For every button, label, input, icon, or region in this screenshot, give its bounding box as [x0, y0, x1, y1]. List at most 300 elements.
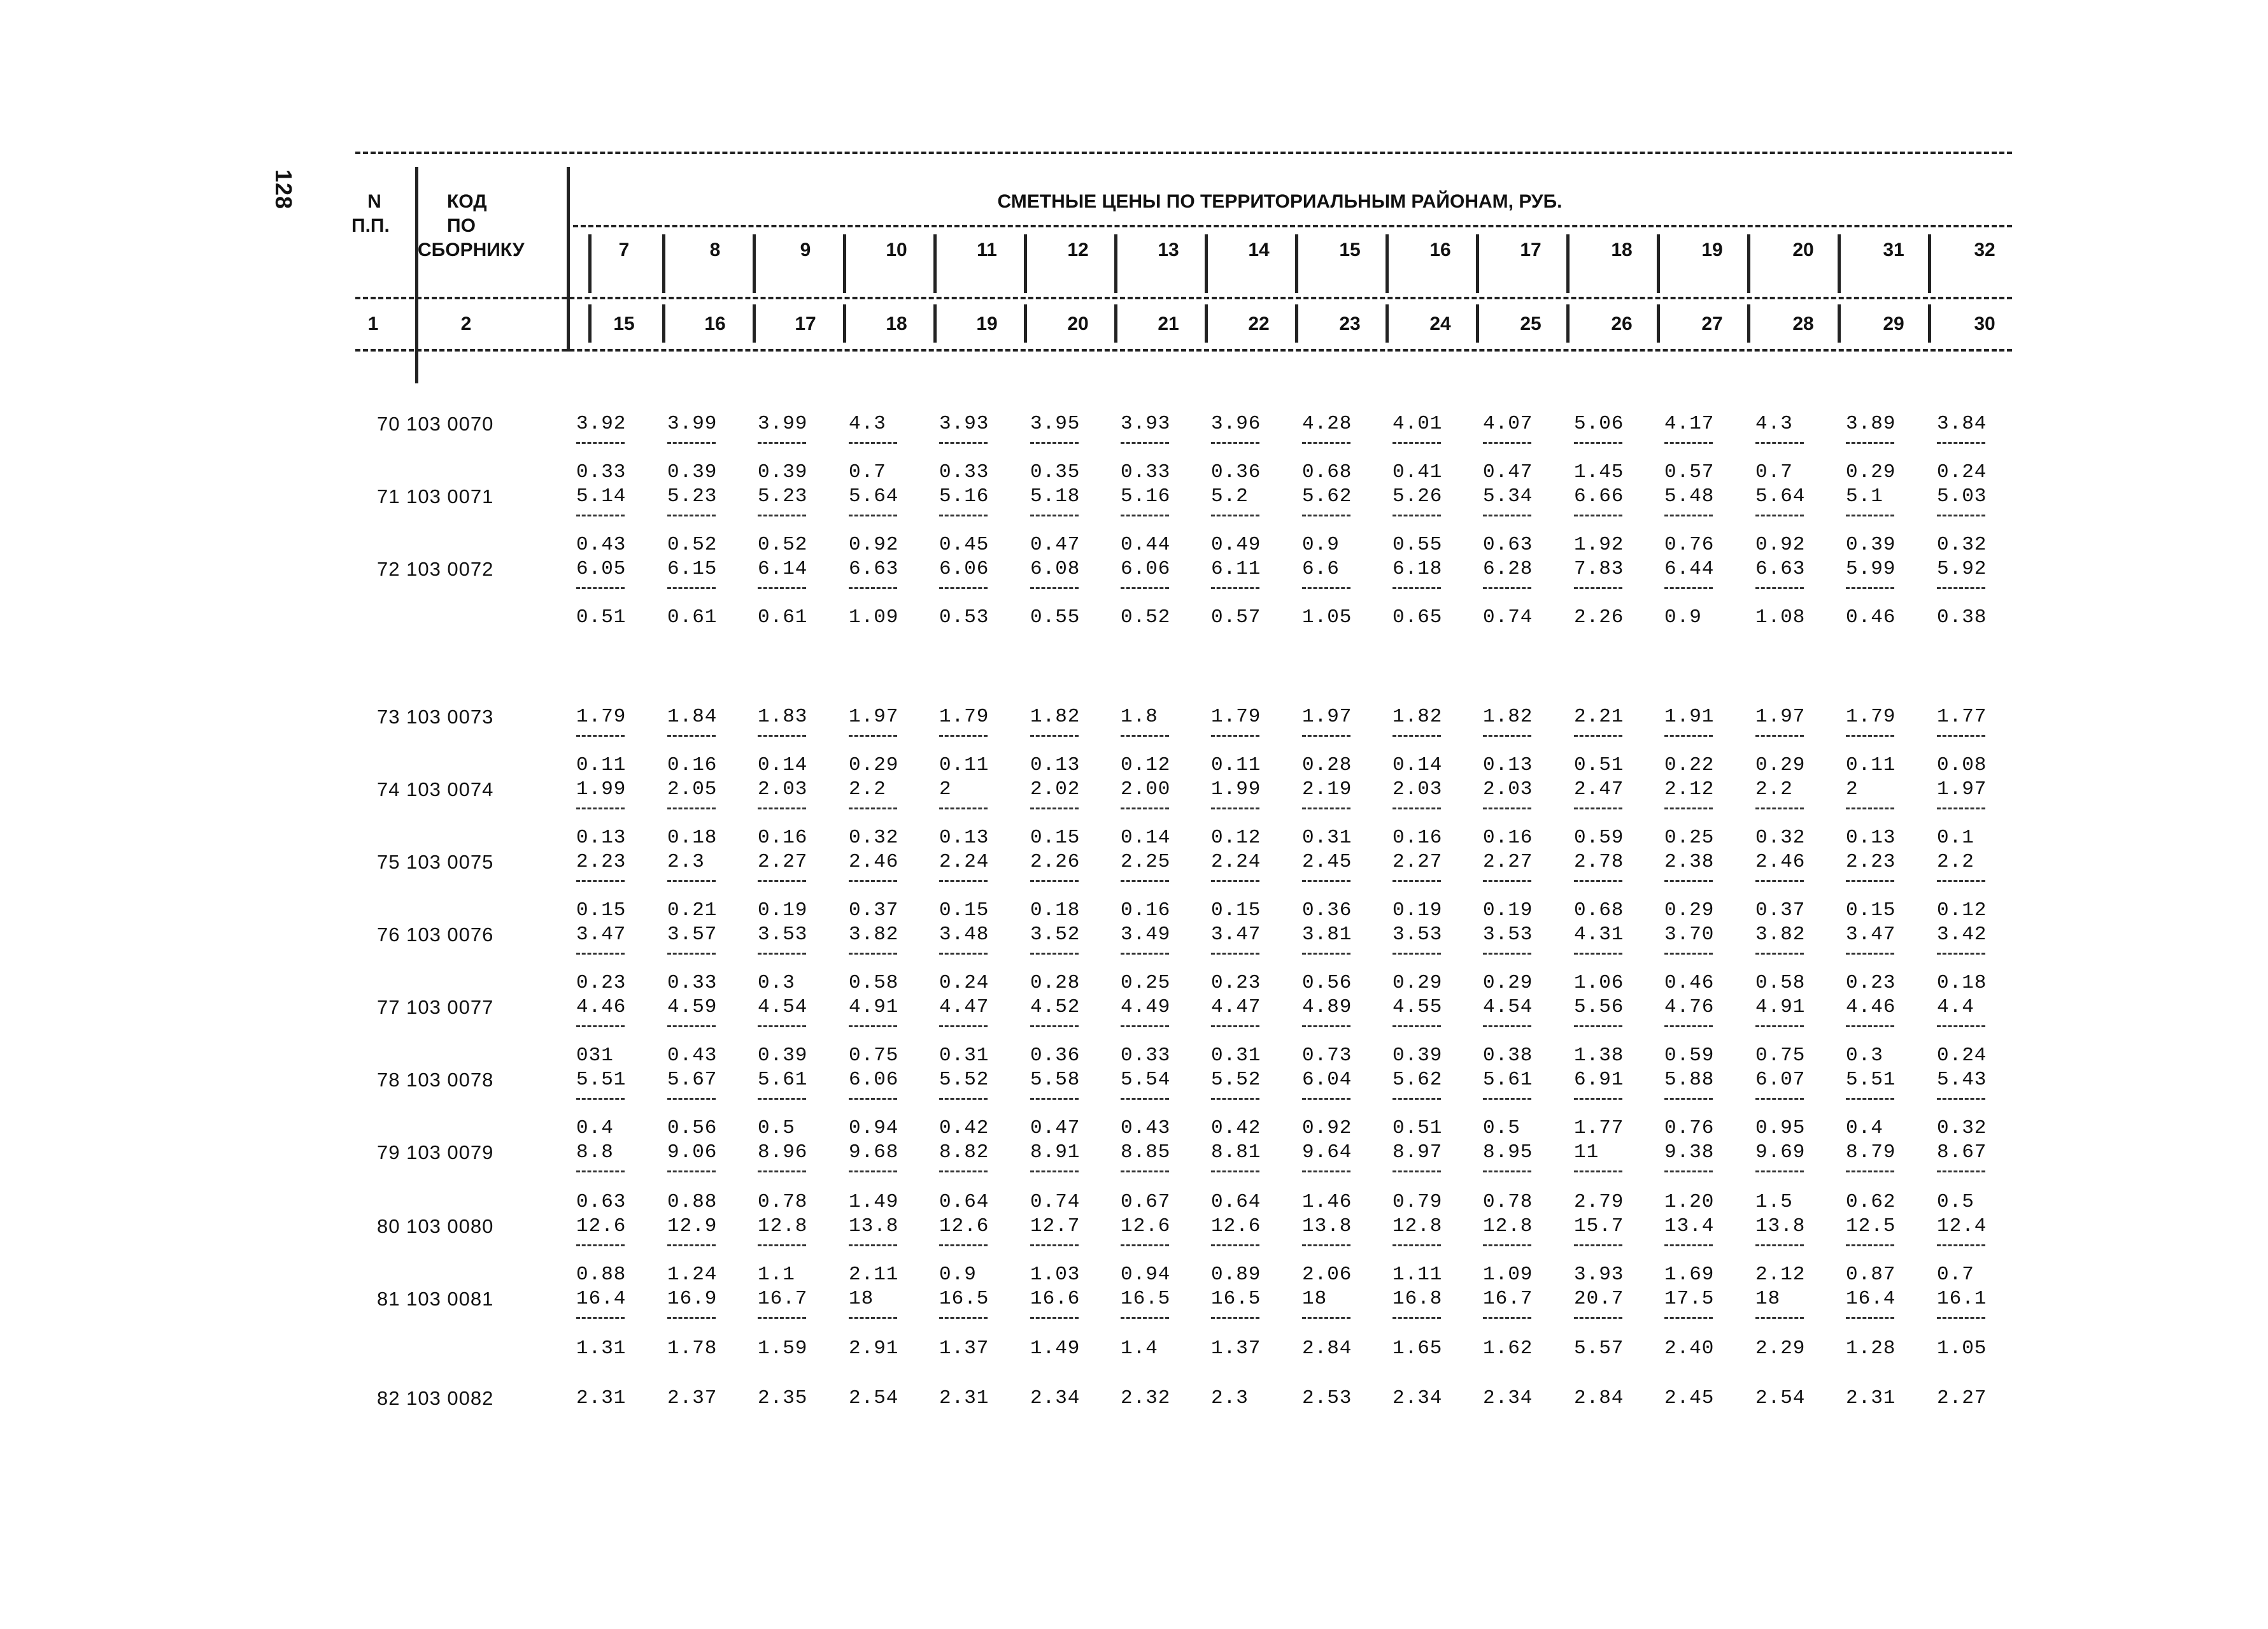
price-value: 0.9	[1302, 534, 1340, 556]
price-value: 0.25	[1664, 827, 1715, 849]
fraction-dash	[1030, 1098, 1079, 1100]
header-separator	[1838, 304, 1841, 343]
price-value: 0.55	[1393, 534, 1443, 556]
fraction-dash	[576, 1170, 625, 1172]
price-value: 2.11	[849, 1263, 899, 1286]
price-value: 2.2	[849, 778, 886, 800]
price-value: 2.3	[667, 851, 705, 873]
price-value: 2.05	[667, 778, 718, 800]
price-value: 3.93	[939, 413, 989, 435]
price-value: 1.11	[1393, 1263, 1443, 1286]
price-value: 8.79	[1846, 1141, 1896, 1163]
price-value: 5.51	[576, 1069, 627, 1091]
price-value: 2.35	[758, 1387, 808, 1409]
price-value: 2.21	[1574, 706, 1624, 728]
fraction-dash	[939, 807, 988, 809]
price-value: 0.65	[1393, 606, 1443, 629]
price-value: 0.15	[576, 899, 627, 921]
fraction-dash	[1483, 880, 1531, 882]
price-value: 0.31	[1302, 827, 1352, 849]
price-value: 2.54	[1755, 1387, 1806, 1409]
fraction-dash	[576, 880, 625, 882]
fraction-dash	[667, 1170, 716, 1172]
price-value: 0.5	[1483, 1117, 1520, 1139]
price-value: 0.19	[758, 899, 808, 921]
price-value: 0.32	[1937, 534, 1987, 556]
fraction-dash	[758, 1025, 806, 1027]
column-number: 27	[1701, 313, 1723, 334]
price-value: 2.47	[1574, 778, 1624, 800]
fraction-dash	[1302, 1025, 1350, 1027]
price-value: 5.23	[758, 485, 808, 508]
price-value: 2.26	[1574, 606, 1624, 629]
price-value: 0.29	[1846, 461, 1896, 483]
fraction-dash	[1574, 1098, 1622, 1100]
price-value: 2.31	[576, 1387, 627, 1409]
fraction-dash	[1574, 587, 1622, 589]
fraction-dash	[1574, 1170, 1622, 1172]
price-value: 0.38	[1937, 606, 1987, 629]
price-value: 1.62	[1483, 1337, 1533, 1360]
fraction-dash	[576, 1098, 625, 1100]
price-value: 1.79	[576, 706, 627, 728]
price-value: 8.91	[1030, 1141, 1081, 1163]
fraction-dash	[1393, 735, 1441, 737]
header-rule-bottom	[355, 349, 2012, 352]
price-value: 5.26	[1393, 485, 1443, 508]
price-value: 2.25	[1121, 851, 1171, 873]
price-value: 0.15	[1846, 899, 1896, 921]
fraction-dash	[1937, 1098, 1985, 1100]
price-value: 0.7	[1755, 461, 1793, 483]
price-value: 0.43	[576, 534, 627, 556]
header-separator	[1928, 304, 1931, 343]
fraction-dash	[1030, 587, 1079, 589]
price-value: 0.23	[576, 972, 627, 994]
header-separator	[1838, 234, 1841, 293]
price-value: 3.48	[939, 923, 989, 946]
price-value: 4.89	[1302, 996, 1352, 1018]
price-value: 3.81	[1302, 923, 1352, 946]
price-value: 1.59	[758, 1337, 808, 1360]
price-value: 13.4	[1664, 1215, 1715, 1237]
fraction-dash	[1755, 1025, 1804, 1027]
price-value: 8.82	[939, 1141, 989, 1163]
row-code: 77 103 0077	[377, 996, 494, 1018]
price-value: 2.23	[576, 851, 627, 873]
fraction-dash	[576, 807, 625, 809]
header-separator	[843, 304, 846, 343]
price-value: 16.6	[1030, 1288, 1081, 1310]
price-value: 3.99	[667, 413, 718, 435]
fraction-dash	[758, 807, 806, 809]
price-value: 1.79	[1846, 706, 1896, 728]
price-value: 1.79	[1211, 706, 1261, 728]
price-value: 0.43	[667, 1044, 718, 1067]
fraction-dash	[1483, 442, 1531, 444]
price-value: 16.5	[939, 1288, 989, 1310]
fraction-dash	[1755, 1244, 1804, 1246]
price-value: 3.52	[1030, 923, 1081, 946]
price-value: 5.14	[576, 485, 627, 508]
price-value: 1.4	[1121, 1337, 1158, 1360]
header-separator	[1657, 304, 1660, 343]
price-value: 0.43	[1121, 1117, 1171, 1139]
price-value: 1.99	[1211, 778, 1261, 800]
price-value: 3.82	[849, 923, 899, 946]
fraction-dash	[1393, 1170, 1441, 1172]
column-number: 18	[886, 313, 907, 334]
fraction-dash	[1755, 1098, 1804, 1100]
row-code: 72 103 0072	[377, 558, 494, 580]
price-value: 0.78	[1483, 1191, 1533, 1213]
row-code: 79 103 0079	[377, 1141, 494, 1163]
price-value: 1.69	[1664, 1263, 1715, 1286]
fraction-dash	[1121, 953, 1169, 955]
price-value: 0.64	[1211, 1191, 1261, 1213]
district-number: 17	[1520, 239, 1542, 260]
price-value: 1.45	[1574, 461, 1624, 483]
fraction-dash	[1846, 1025, 1894, 1027]
fraction-dash	[1664, 1025, 1713, 1027]
header-separator	[1114, 234, 1117, 293]
price-value: 1.24	[667, 1263, 718, 1286]
fraction-dash	[1393, 1317, 1441, 1319]
fraction-dash	[667, 587, 716, 589]
fraction-dash	[1483, 1244, 1531, 1246]
price-value: 12.6	[1121, 1215, 1171, 1237]
price-value: 0.1	[1937, 827, 1974, 849]
price-value: 17.5	[1664, 1288, 1715, 1310]
price-value: 3.49	[1121, 923, 1171, 946]
column-number: 16	[704, 313, 726, 334]
price-value: 1.49	[1030, 1337, 1081, 1360]
price-value: 0.22	[1664, 754, 1715, 776]
price-value: 5.06	[1574, 413, 1624, 435]
price-value: 2.31	[939, 1387, 989, 1409]
price-value: 4.4	[1937, 996, 1974, 1018]
price-value: 0.16	[1121, 899, 1171, 921]
price-value: 5.99	[1846, 558, 1896, 580]
price-value: 4.17	[1664, 413, 1715, 435]
price-value: 0.61	[758, 606, 808, 629]
fraction-dash	[1302, 880, 1350, 882]
price-value: 12.4	[1937, 1215, 1987, 1237]
price-value: 0.73	[1302, 1044, 1352, 1067]
price-value: 0.36	[1211, 461, 1261, 483]
price-value: 0.32	[1755, 827, 1806, 849]
fraction-dash	[576, 442, 625, 444]
district-number: 15	[1339, 239, 1361, 260]
price-value: 5.16	[939, 485, 989, 508]
fraction-dash	[1483, 953, 1531, 955]
price-value: 0.39	[667, 461, 718, 483]
fraction-dash	[1393, 442, 1441, 444]
page-number: 128	[271, 169, 297, 210]
header-rule-mid	[355, 297, 2012, 299]
price-value: 5.1	[1846, 485, 1883, 508]
price-value: 0.47	[1030, 534, 1081, 556]
price-value: 0.32	[849, 827, 899, 849]
fraction-dash	[1937, 880, 1985, 882]
price-value: 6.44	[1664, 558, 1715, 580]
price-value: 0.51	[1393, 1117, 1443, 1139]
price-value: 0.52	[1121, 606, 1171, 629]
price-value: 0.5	[1937, 1191, 1974, 1213]
price-value: 0.68	[1574, 899, 1624, 921]
price-value: 18	[1755, 1288, 1781, 1310]
price-value: 0.58	[1755, 972, 1806, 994]
price-value: 6.08	[1030, 558, 1081, 580]
price-value: 0.33	[667, 972, 718, 994]
price-value: 2.27	[758, 851, 808, 873]
fraction-dash	[1302, 1098, 1350, 1100]
fraction-dash	[1574, 735, 1622, 737]
col-code-line1: КОД	[447, 191, 487, 212]
price-value: 0.51	[1574, 754, 1624, 776]
fraction-dash	[1121, 1025, 1169, 1027]
price-value: 12.6	[1211, 1215, 1261, 1237]
fraction-dash	[1302, 807, 1350, 809]
price-value: 0.33	[576, 461, 627, 483]
price-value: 0.47	[1030, 1117, 1081, 1139]
header-separator	[1114, 304, 1117, 343]
price-value: 0.37	[1755, 899, 1806, 921]
price-value: 3.89	[1846, 413, 1896, 435]
price-value: 6.07	[1755, 1069, 1806, 1091]
price-value: 2.29	[1755, 1337, 1806, 1360]
fraction-dash	[1483, 515, 1531, 516]
price-value: 6.06	[849, 1069, 899, 1091]
column-number: 24	[1429, 313, 1451, 334]
index-code: 2	[460, 313, 472, 334]
fraction-dash	[1393, 807, 1441, 809]
fraction-dash	[849, 442, 897, 444]
price-value: 18	[1302, 1288, 1328, 1310]
fraction-dash	[1937, 1244, 1985, 1246]
price-value: 2.34	[1393, 1387, 1443, 1409]
price-value: 0.55	[1030, 606, 1081, 629]
price-value: 3.47	[576, 923, 627, 946]
fraction-dash	[1574, 515, 1622, 516]
fraction-dash	[1664, 1244, 1713, 1246]
price-value: 0.42	[939, 1117, 989, 1139]
fraction-dash	[1211, 1098, 1259, 1100]
price-value: 16.7	[758, 1288, 808, 1310]
price-value: 2.19	[1302, 778, 1352, 800]
price-value: 0.49	[1211, 534, 1261, 556]
district-number: 12	[1067, 239, 1089, 260]
price-value: 0.52	[667, 534, 718, 556]
price-value: 0.21	[667, 899, 718, 921]
price-value: 0.08	[1937, 754, 1987, 776]
price-value: 0.29	[1393, 972, 1443, 994]
price-value: 0.64	[939, 1191, 989, 1213]
price-value: 4.54	[1483, 996, 1533, 1018]
price-value: 0.12	[1937, 899, 1987, 921]
price-value: 2.12	[1755, 1263, 1806, 1286]
price-value: 12.9	[667, 1215, 718, 1237]
fraction-dash	[1846, 515, 1894, 516]
price-value: 4.46	[1846, 996, 1896, 1018]
price-value: 5.34	[1483, 485, 1533, 508]
price-value: 1.1	[758, 1263, 795, 1286]
price-value: 5.58	[1030, 1069, 1081, 1091]
price-value: 4.59	[667, 996, 718, 1018]
fraction-dash	[849, 1098, 897, 1100]
price-value: 0.78	[758, 1191, 808, 1213]
fraction-dash	[1302, 442, 1350, 444]
price-value: 4.47	[939, 996, 989, 1018]
price-value: 2.91	[849, 1337, 899, 1360]
price-value: 1.82	[1483, 706, 1533, 728]
price-value: 0.87	[1846, 1263, 1896, 1286]
price-value: 2.06	[1302, 1263, 1352, 1286]
price-value: 3.82	[1755, 923, 1806, 946]
price-value: 0.25	[1121, 972, 1171, 994]
fraction-dash	[1483, 1317, 1531, 1319]
price-value: 5.03	[1937, 485, 1987, 508]
price-value: 1.99	[576, 778, 627, 800]
price-value: 2.27	[1393, 851, 1443, 873]
price-value: 12.7	[1030, 1215, 1081, 1237]
price-value: 0.12	[1121, 754, 1171, 776]
price-value: 13.8	[1755, 1215, 1806, 1237]
price-value: 9.38	[1664, 1141, 1715, 1163]
fraction-dash	[1393, 1098, 1441, 1100]
price-value: 8.96	[758, 1141, 808, 1163]
price-value: 1.77	[1574, 1117, 1624, 1139]
price-value: 1.28	[1846, 1337, 1896, 1360]
fraction-dash	[1030, 1170, 1079, 1172]
price-value: 0.9	[1664, 606, 1702, 629]
price-value: 0.3	[1846, 1044, 1883, 1067]
price-value: 16.4	[1846, 1288, 1896, 1310]
price-value: 5.54	[1121, 1069, 1171, 1091]
fraction-dash	[849, 587, 897, 589]
price-value: 2.45	[1664, 1387, 1715, 1409]
fraction-dash	[1483, 1170, 1531, 1172]
header-separator	[1747, 234, 1750, 293]
col-code-line2: ПО	[447, 215, 476, 236]
row-code: 82 103 0082	[377, 1387, 494, 1409]
price-value: 12.8	[1483, 1215, 1533, 1237]
price-value: 0.28	[1302, 754, 1352, 776]
price-value: 2.26	[1030, 851, 1081, 873]
header-separator	[1024, 304, 1027, 343]
fraction-dash	[1121, 442, 1169, 444]
price-value: 0.16	[1483, 827, 1533, 849]
district-number: 19	[1701, 239, 1723, 260]
fraction-dash	[1846, 1317, 1894, 1319]
price-value: 0.67	[1121, 1191, 1171, 1213]
price-value: 0.13	[1030, 754, 1081, 776]
fraction-dash	[1121, 1098, 1169, 1100]
price-value: 0.7	[1937, 1263, 1974, 1286]
fraction-dash	[1755, 1170, 1804, 1172]
price-value: 16.1	[1937, 1288, 1987, 1310]
fraction-dash	[1211, 880, 1259, 882]
price-value: 5.62	[1393, 1069, 1443, 1091]
district-number: 7	[618, 239, 630, 260]
fraction-dash	[939, 1098, 988, 1100]
price-value: 2.34	[1030, 1387, 1081, 1409]
price-value: 0.33	[1121, 461, 1171, 483]
price-value: 0.29	[1483, 972, 1533, 994]
price-value: 0.14	[1393, 754, 1443, 776]
price-value: 0.75	[849, 1044, 899, 1067]
price-value: 0.7	[849, 461, 886, 483]
fraction-dash	[667, 735, 716, 737]
fraction-dash	[1211, 1170, 1259, 1172]
column-number: 25	[1520, 313, 1542, 334]
price-value: 8.95	[1483, 1141, 1533, 1163]
fraction-dash	[1211, 442, 1259, 444]
price-value: 0.14	[758, 754, 808, 776]
fraction-dash	[1483, 587, 1531, 589]
fraction-dash	[1030, 735, 1079, 737]
price-value: 0.92	[1755, 534, 1806, 556]
fraction-dash	[1121, 880, 1169, 882]
price-value: 0.16	[758, 827, 808, 849]
price-value: 1.05	[1302, 606, 1352, 629]
fraction-dash	[758, 880, 806, 882]
price-value: 0.95	[1755, 1117, 1806, 1139]
price-value: 0.31	[939, 1044, 989, 1067]
price-value: 1.97	[1937, 778, 1987, 800]
district-number: 31	[1883, 239, 1904, 260]
price-value: 0.35	[1030, 461, 1081, 483]
fraction-dash	[1937, 1170, 1985, 1172]
price-value: 1.03	[1030, 1263, 1081, 1286]
row-code: 74 103 0074	[377, 778, 494, 800]
district-number: 10	[886, 239, 907, 260]
price-value: 1.08	[1755, 606, 1806, 629]
price-value: 0.15	[1030, 827, 1081, 849]
price-value: 0.16	[1393, 827, 1443, 849]
price-value: 2.12	[1664, 778, 1715, 800]
fraction-dash	[1483, 1025, 1531, 1027]
fraction-dash	[576, 515, 625, 516]
price-value: 2.84	[1302, 1337, 1352, 1360]
fraction-dash	[1393, 953, 1441, 955]
price-value: 0.29	[1755, 754, 1806, 776]
header-separator	[933, 234, 937, 293]
fraction-dash	[1121, 587, 1169, 589]
price-value: 1.65	[1393, 1337, 1443, 1360]
fraction-dash	[1030, 1317, 1079, 1319]
column-number: 26	[1611, 313, 1633, 334]
price-value: 11	[1574, 1141, 1599, 1163]
fraction-dash	[849, 1317, 897, 1319]
price-value: 0.68	[1302, 461, 1352, 483]
fraction-dash	[1846, 880, 1894, 882]
price-value: 1.06	[1574, 972, 1624, 994]
price-value: 5.52	[939, 1069, 989, 1091]
header-separator	[1024, 234, 1027, 293]
price-value: 0.23	[1211, 972, 1261, 994]
fraction-dash	[758, 442, 806, 444]
price-value: 6.28	[1483, 558, 1533, 580]
header-rule-sub	[573, 225, 2012, 227]
price-value: 12.6	[576, 1215, 627, 1237]
price-value: 4.49	[1121, 996, 1171, 1018]
column-number: 17	[795, 313, 816, 334]
fraction-dash	[939, 1244, 988, 1246]
fraction-dash	[939, 880, 988, 882]
fraction-dash	[1302, 1317, 1350, 1319]
header-separator	[1205, 304, 1208, 343]
